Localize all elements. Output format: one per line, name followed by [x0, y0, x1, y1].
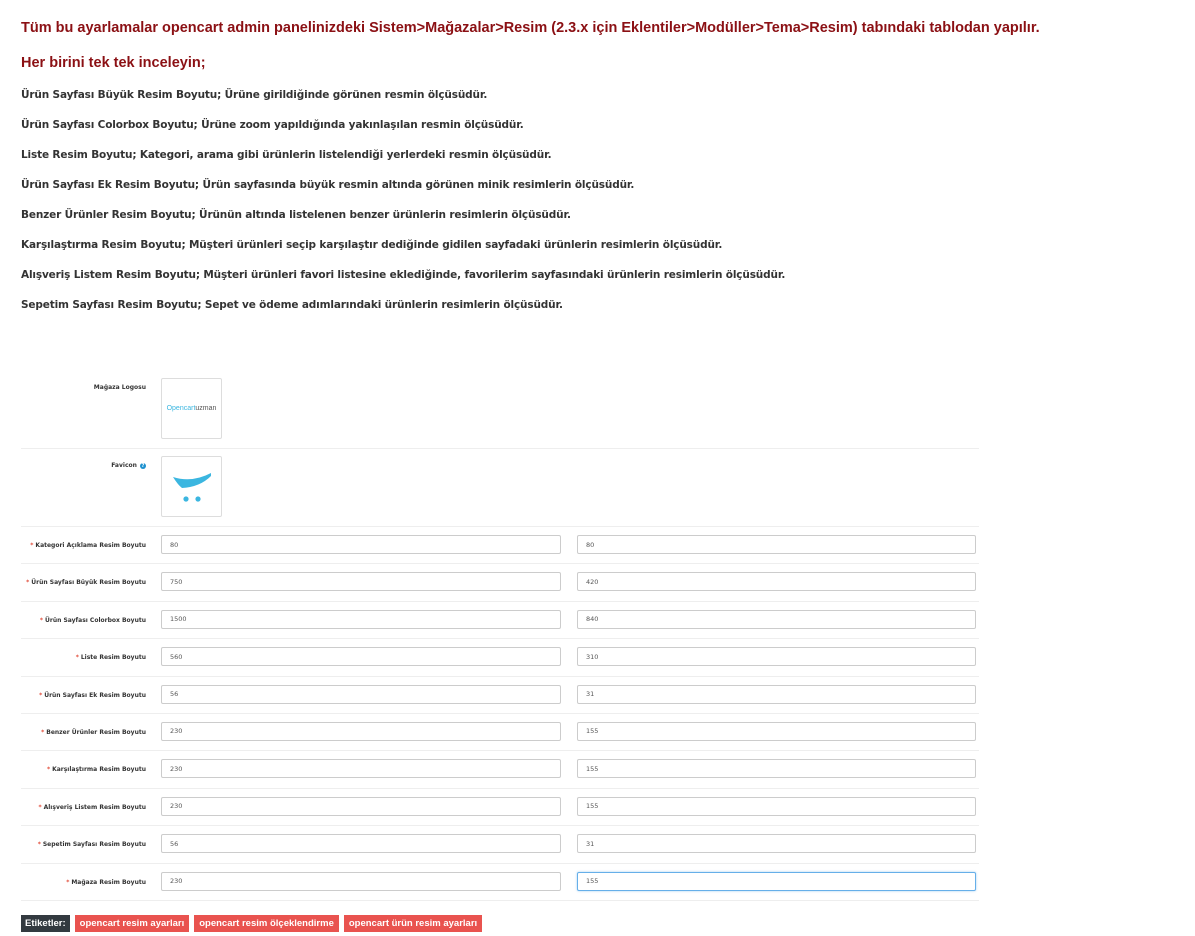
width-input[interactable] — [161, 759, 561, 778]
required-mark: * — [41, 728, 45, 736]
description-item: Ürün Sayfası Ek Resim Boyutu; Ürün sayfasında büyük resmin altında görünen minik resimlerin ölçüsüdür. — [21, 179, 635, 191]
width-input[interactable] — [161, 610, 561, 629]
dimension-row — [21, 564, 979, 601]
description-item: Ürün Sayfası Colorbox Boyutu; Ürüne zoom yapıldığında yakınlaşılan resmin ölçüsüdür. — [21, 119, 524, 131]
height-input[interactable] — [577, 797, 976, 816]
required-mark: * — [39, 616, 43, 624]
description-item: Sepetim Sayfası Resim Boyutu; Sepet ve ödeme adımlarındaki ürünlerin resimlerin ölçüsüdür. — [21, 299, 563, 311]
width-input[interactable] — [161, 722, 561, 741]
dimension-label: * Sepetim Sayfası Resim Boyutu — [37, 841, 146, 849]
height-input[interactable] — [577, 722, 976, 741]
tag-link[interactable]: opencart ürün resim ayarları — [344, 915, 482, 932]
description-item: Liste Resim Boyutu; Kategori, arama gibi ürünlerin listelendiği yerlerdeki resmin ölçüsüdür. — [21, 149, 552, 161]
dimension-fields — [21, 527, 979, 901]
favicon-thumbnail[interactable] — [161, 456, 222, 517]
required-mark: * — [75, 654, 79, 662]
tag-link[interactable]: opencart resim ölçeklendirme — [194, 915, 339, 932]
dimension-row — [21, 826, 979, 863]
description-item: Ürün Sayfası Büyük Resim Boyutu; Ürüne girildiğinde görünen resmin ölçüsüdür. — [21, 89, 488, 101]
required-mark: * — [30, 542, 34, 549]
store-logo-image: Opencartuzman — [166, 405, 217, 412]
store-logo-row — [21, 371, 979, 449]
dimension-label: * Karşılaştırma Resim Boyutu — [46, 766, 146, 774]
width-input[interactable] — [161, 572, 561, 591]
dimension-label: * Ürün Sayfası Ek Resim Boyutu — [39, 691, 146, 699]
dimension-label: * Mağaza Resim Boyutu — [66, 878, 146, 886]
tags-bar — [21, 915, 482, 932]
width-input[interactable] — [161, 685, 561, 704]
width-input[interactable] — [161, 535, 561, 554]
cart-icon — [170, 469, 214, 505]
intro-subheading: Her birini tek tek inceleyin; — [21, 55, 206, 71]
width-input[interactable] — [161, 834, 561, 853]
height-input[interactable] — [577, 685, 976, 704]
required-mark: * — [46, 766, 51, 774]
dimension-row — [21, 789, 979, 826]
store-logo-label: Mağaza Logosu — [93, 384, 146, 391]
dimension-label: * Ürün Sayfası Colorbox Boyutu — [39, 616, 146, 624]
image-settings-form — [21, 371, 979, 901]
dimension-label: * Alışveriş Listem Resim Boyutu — [38, 803, 146, 811]
width-input[interactable] — [161, 797, 561, 816]
height-input[interactable] — [577, 872, 976, 891]
tags-label: Etiketler: — [21, 915, 70, 932]
height-input[interactable] — [577, 647, 976, 666]
height-input[interactable] — [577, 535, 976, 554]
description-item: Alışveriş Listem Resim Boyutu; Müşteri ürünleri favori listesine eklediğinde, favorilerim sayfasındaki ürünlerin resimlerin ölçüsüdür. — [21, 269, 786, 281]
dimension-label: * Benzer Ürünler Resim Boyutu — [41, 728, 146, 736]
dimension-label: * Liste Resim Boyutu — [75, 654, 146, 662]
required-mark: * — [26, 579, 30, 587]
dimension-row — [21, 864, 979, 901]
height-input[interactable] — [577, 572, 976, 591]
dimension-row — [21, 677, 979, 714]
intro-heading: Tüm bu ayarlamalar opencart admin panelinizdeki Sistem>Mağazalar>Resim (2.3.x için Eklentiler>Modüller>Tema>Resim) tabındaki tablodan yapılır. — [21, 20, 1040, 36]
required-mark: * — [39, 691, 43, 699]
height-input[interactable] — [577, 759, 976, 778]
dimension-label: * Ürün Sayfası Büyük Resim Boyutu — [26, 579, 146, 587]
description-item: Karşılaştırma Resim Boyutu; Müşteri ürünleri seçip karşılaştır dediğinde gidilen sayfadaki ürünlerin resimlerin ölçüsüdür. — [21, 239, 723, 251]
favicon-label: Favicon ? — [111, 462, 145, 469]
required-mark: * — [37, 841, 41, 849]
dimension-row — [21, 602, 979, 639]
required-mark: * — [38, 803, 42, 811]
required-mark: * — [66, 878, 70, 886]
description-item: Benzer Ürünler Resim Boyutu; Ürünün altında listelenen benzer ürünlerin resimlerin ölçüsüdür. — [21, 209, 571, 221]
help-icon[interactable]: ? — [141, 462, 145, 469]
dimension-label: * Kategori Açıklama Resim Boyutu — [30, 542, 146, 549]
store-logo-thumbnail[interactable] — [161, 378, 222, 439]
width-input[interactable] — [161, 872, 561, 891]
favicon-row — [21, 449, 979, 527]
height-input[interactable] — [577, 610, 976, 629]
dimension-row — [21, 639, 979, 676]
description-list — [21, 89, 785, 329]
height-input[interactable] — [577, 834, 976, 853]
dimension-row — [21, 527, 979, 564]
dimension-row — [21, 714, 979, 751]
dimension-row — [21, 751, 979, 788]
tag-link[interactable]: opencart resim ayarları — [75, 915, 190, 932]
width-input[interactable] — [161, 647, 561, 666]
